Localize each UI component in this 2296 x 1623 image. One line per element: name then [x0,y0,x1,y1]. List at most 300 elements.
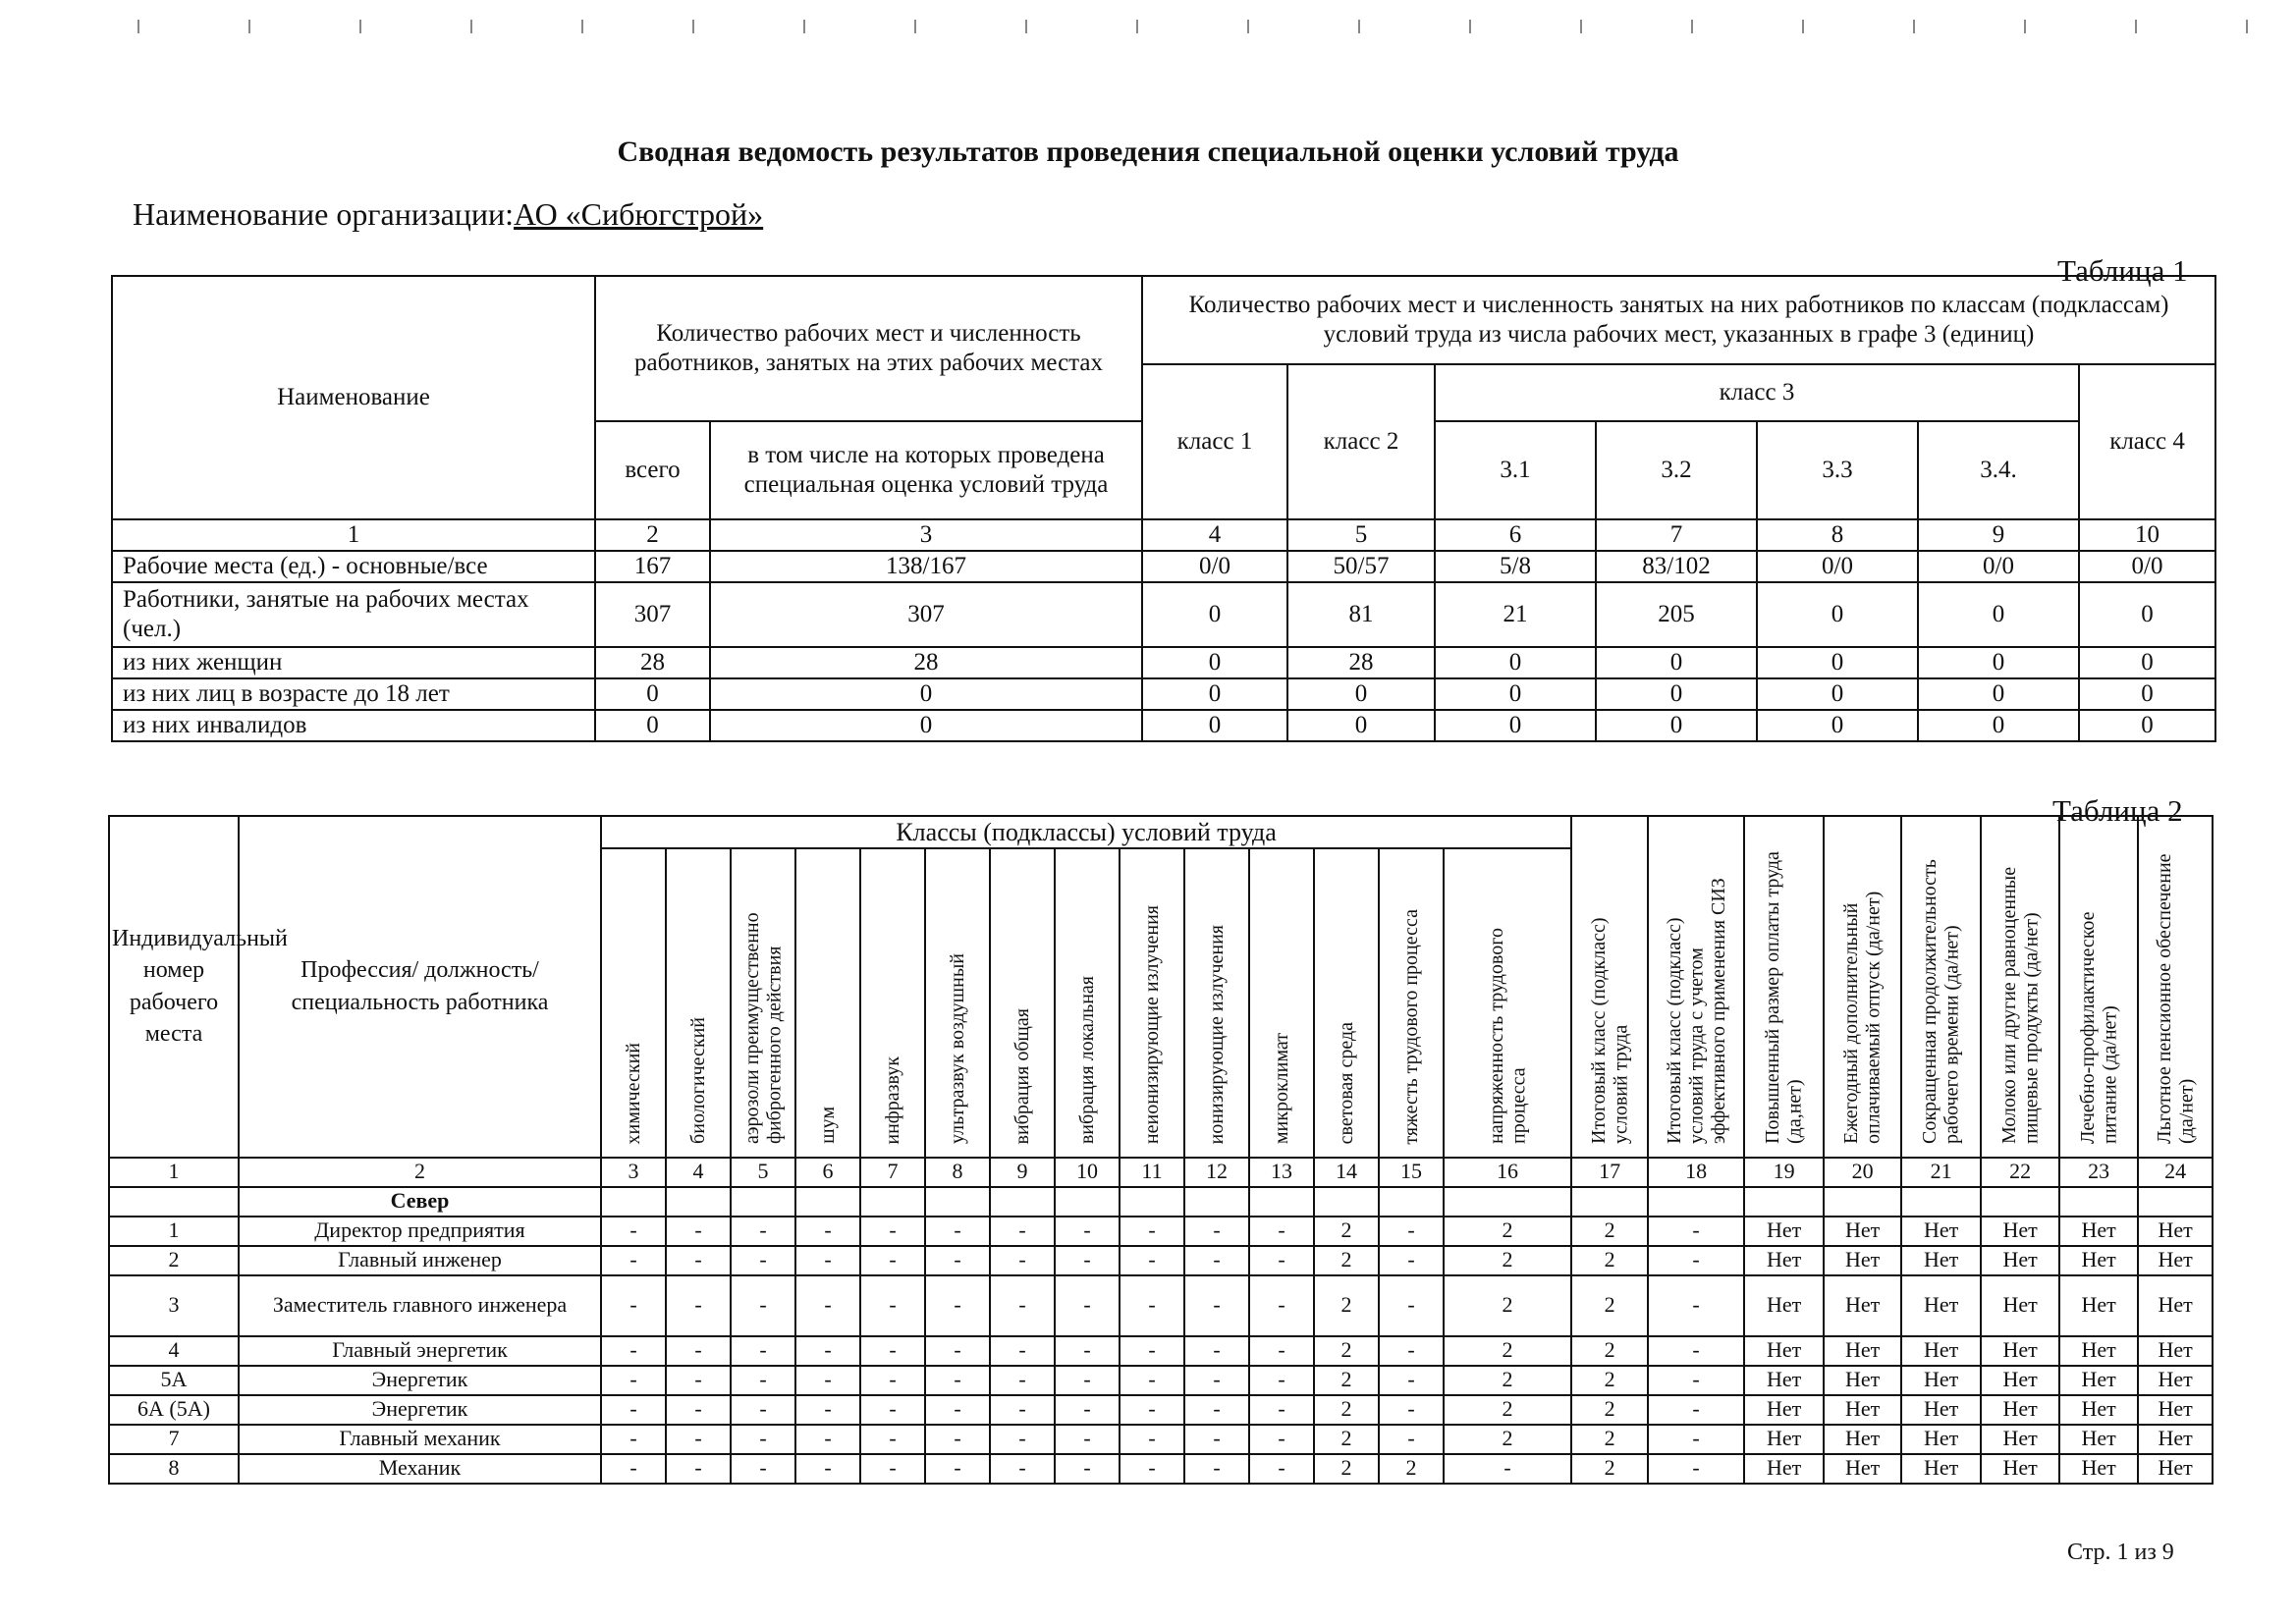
class-value: 2 [1314,1275,1379,1336]
class-value: Нет [1744,1425,1824,1454]
header-workplace-id: Индивидуальный номер рабочего места [109,816,239,1158]
class-value: - [731,1217,795,1246]
workplace-id: 4 [109,1336,239,1366]
class-value: Нет [1824,1336,1901,1366]
class-value: - [860,1425,925,1454]
class-value: - [925,1246,990,1275]
class-value: - [1184,1395,1249,1425]
class-value: Нет [1824,1275,1901,1336]
table-row [112,710,2215,741]
class-value: - [666,1395,731,1425]
scan-mark [692,20,694,33]
empty-cell [1120,1187,1184,1217]
class-value: - [1055,1336,1120,1366]
profession-name: Энергетик [239,1366,601,1395]
row-value: 205 [1596,582,1757,647]
column-number: 2 [239,1158,601,1187]
class-value: - [795,1454,860,1484]
row-value: 5/8 [1435,551,1596,582]
profession-name: Главный энергетик [239,1336,601,1366]
column-number: 24 [2138,1158,2213,1187]
workplace-id: 3 [109,1275,239,1336]
row-value: 0 [1918,710,2079,741]
class-value: - [860,1366,925,1395]
page-title: Сводная ведомость результатов проведения специальной оценки условий труда [617,135,1679,168]
row-value: 0 [1596,678,1757,710]
class-value: Нет [1981,1217,2059,1246]
table-row [112,678,2215,710]
empty-cell [1981,1187,2059,1217]
header-class4: класс 4 [2079,364,2215,519]
column-number: 16 [1444,1158,1571,1187]
row-value: 21 [1435,582,1596,647]
workplace-id: 5А [109,1366,239,1395]
class-value: - [601,1395,666,1425]
row-label: из них инвалидов [112,710,595,741]
row-value: 0 [595,678,710,710]
empty-cell [795,1187,860,1217]
class-value: - [601,1275,666,1336]
class-value: Нет [2059,1454,2138,1484]
class-value: Нет [2138,1275,2213,1336]
class-value: - [601,1246,666,1275]
class-value: 2 [1444,1395,1571,1425]
class-value: Нет [1824,1454,1901,1484]
class-value: - [1444,1454,1571,1484]
class-value: Нет [2059,1425,2138,1454]
class-value: 2 [1571,1454,1648,1484]
class-value: Нет [1824,1395,1901,1425]
table-row [109,1395,2213,1425]
header-factor: биологический [666,848,731,1157]
row-value: 167 [595,551,710,582]
class-value: - [1249,1425,1314,1454]
scan-mark [137,20,139,33]
class-value: - [601,1366,666,1395]
empty-cell [731,1187,795,1217]
class-value: - [795,1366,860,1395]
class-value: - [1249,1336,1314,1366]
row-value: 81 [1287,582,1435,647]
header-final-class: Итоговый класс (подкласс) условий труда [1571,816,1648,1158]
empty-cell [990,1187,1055,1217]
scan-mark [248,20,250,33]
class-value: - [731,1366,795,1395]
header-final-class-siz: Итоговый класс (подкласс) условий труда с учетом эффективного применения СИЗ [1648,816,1744,1158]
class-value: Нет [1901,1366,1981,1395]
table-row [109,1275,2213,1336]
scan-mark [1469,20,1471,33]
class-value: - [1379,1336,1444,1366]
header-factor: тяжесть трудового процесса [1379,848,1444,1157]
scan-mark [1580,20,1582,33]
class-value: - [1120,1454,1184,1484]
class-value: 2 [1444,1246,1571,1275]
class-value: 2 [1571,1246,1648,1275]
class-value: - [1648,1275,1744,1336]
column-number: 2 [595,519,710,551]
row-value: 0 [1142,582,1287,647]
class-value: 2 [1444,1425,1571,1454]
class-value: - [925,1275,990,1336]
row-value: 0 [1596,647,1757,678]
column-number: 10 [1055,1158,1120,1187]
header-increased-pay: Повышенный размер оплаты труда (да,нет) [1744,816,1824,1158]
column-number: 17 [1571,1158,1648,1187]
profession-name: Главный механик [239,1425,601,1454]
column-number: 19 [1744,1158,1824,1187]
row-value: 0 [1435,678,1596,710]
class-value: - [731,1275,795,1336]
row-value: 0 [1757,710,1918,741]
class-value: Нет [1744,1454,1824,1484]
class-value: - [925,1366,990,1395]
empty-cell [1249,1187,1314,1217]
row-value: 0 [1287,678,1435,710]
header-factor: инфразвук [860,848,925,1157]
header-class3: класс 3 [1435,364,2079,421]
class-value: 2 [1571,1366,1648,1395]
row-value: 0 [1142,678,1287,710]
header-profession: Профессия/ должность/ специальность работника [239,816,601,1158]
header-assessed: в том числе на которых проведена специальная оценка условий труда [710,421,1142,519]
class-value: 2 [1314,1395,1379,1425]
row-value: 307 [710,582,1142,647]
empty-cell [2138,1187,2213,1217]
class-value: - [666,1217,731,1246]
table2-caption: Таблица 2 [2052,793,2183,828]
table-row [112,551,2215,582]
class-value: 2 [1571,1395,1648,1425]
class-value: - [731,1425,795,1454]
class-value: Нет [1981,1454,2059,1484]
class-value: - [601,1336,666,1366]
summary-table [111,275,2216,742]
header-sub-3-3: 3.3 [1757,421,1918,519]
workplace-id: 7 [109,1425,239,1454]
class-value: - [1379,1246,1444,1275]
empty-cell [1379,1187,1444,1217]
class-value: Нет [1901,1336,1981,1366]
row-value: 28 [1287,647,1435,678]
header-factor: ионизирующие излучения [1184,848,1249,1157]
table-row [109,1366,2213,1395]
class-value: - [795,1246,860,1275]
column-number: 8 [1757,519,1918,551]
scan-mark [470,20,472,33]
class-value: - [925,1217,990,1246]
class-value: Нет [2059,1217,2138,1246]
class-value: - [1379,1217,1444,1246]
row-value: 50/57 [1287,551,1435,582]
row-value: 28 [595,647,710,678]
row-value: 0 [2079,678,2215,710]
profession-name: Главный инженер [239,1246,601,1275]
class-value: - [1055,1275,1120,1336]
row-value: 0 [1918,647,2079,678]
header-group-classes: Количество рабочих мест и численность занятых на них работников по классам (подклассам) условий труда из числа рабочих мест, указанных в графе 3 (единиц) [1142,276,2215,364]
class-value: - [795,1336,860,1366]
class-value: Нет [1744,1366,1824,1395]
class-value: - [666,1425,731,1454]
header-factor: напряженность трудового процесса [1444,848,1571,1157]
class-value: Нет [2138,1246,2213,1275]
empty-cell [1648,1187,1744,1217]
class-value: - [666,1246,731,1275]
class-value: - [1648,1395,1744,1425]
row-value: 0 [1757,678,1918,710]
class-value: - [666,1336,731,1366]
class-value: - [1249,1454,1314,1484]
class-value: - [860,1454,925,1484]
class-value: - [1184,1217,1249,1246]
class-value: Нет [1901,1454,1981,1484]
class-value: Нет [1824,1366,1901,1395]
class-value: 2 [1314,1425,1379,1454]
row-value: 138/167 [710,551,1142,582]
table1-caption: Таблица 1 [2057,253,2188,288]
class-value: Нет [2138,1336,2213,1366]
class-value: Нет [1744,1336,1824,1366]
class-value: - [731,1395,795,1425]
class-value: Нет [2059,1336,2138,1366]
class-value: - [1120,1217,1184,1246]
workplace-id: 8 [109,1454,239,1484]
workplaces-table [108,815,2214,1485]
column-number: 7 [1596,519,1757,551]
workplace-id: 6А (5А) [109,1395,239,1425]
scan-mark [2135,20,2137,33]
column-number: 1 [109,1158,239,1187]
column-number: 21 [1901,1158,1981,1187]
class-value: Нет [2138,1454,2213,1484]
class-value: 2 [1571,1275,1648,1336]
class-value: 2 [1314,1454,1379,1484]
class-value: - [731,1246,795,1275]
scan-mark [914,20,916,33]
column-number: 13 [1249,1158,1314,1187]
row-label: из них лиц в возрасте до 18 лет [112,678,595,710]
column-number: 22 [1981,1158,2059,1187]
class-value: Нет [2138,1217,2213,1246]
row-value: 0 [1142,647,1287,678]
row-value: 0 [595,710,710,741]
empty-cell [601,1187,666,1217]
class-value: - [1120,1246,1184,1275]
class-value: 2 [1571,1425,1648,1454]
scan-mark [581,20,583,33]
column-number: 6 [1435,519,1596,551]
empty-cell [1184,1187,1249,1217]
header-factor: ультразвук воздушный [925,848,990,1157]
class-value: Нет [1901,1275,1981,1336]
header-group-workplaces: Количество рабочих мест и численность работников, занятых на этих рабочих местах [595,276,1142,421]
class-value: Нет [2059,1395,2138,1425]
class-value: - [601,1454,666,1484]
scan-edge-marks [0,0,2296,39]
table-row [109,1425,2213,1454]
header-factor: химический [601,848,666,1157]
scan-mark [1247,20,1249,33]
row-value: 0 [1435,710,1596,741]
class-value: - [990,1395,1055,1425]
column-number: 1 [112,519,595,551]
empty-cell [1744,1187,1824,1217]
class-value: - [860,1395,925,1425]
workplace-id: 1 [109,1217,239,1246]
organization-line [133,196,763,233]
column-number: 15 [1379,1158,1444,1187]
row-value: 0 [1757,582,1918,647]
empty-cell [1444,1187,1571,1217]
class-value: 2 [1444,1336,1571,1366]
column-number: 8 [925,1158,990,1187]
class-value: - [601,1217,666,1246]
class-value: - [1379,1425,1444,1454]
class-value: Нет [1901,1395,1981,1425]
class-value: - [1249,1395,1314,1425]
table-row [112,582,2215,647]
empty-cell [1055,1187,1120,1217]
empty-cell [925,1187,990,1217]
class-value: - [1120,1425,1184,1454]
column-number: 18 [1648,1158,1744,1187]
class-value: - [795,1275,860,1336]
class-value: - [860,1275,925,1336]
class-value: Нет [2059,1275,2138,1336]
class-value: - [860,1336,925,1366]
column-number: 9 [1918,519,2079,551]
row-label: Работники, занятые на рабочих местах (чел.) [112,582,595,647]
scan-mark [803,20,805,33]
class-value: - [1055,1366,1120,1395]
column-number: 23 [2059,1158,2138,1187]
column-number: 9 [990,1158,1055,1187]
column-number: 14 [1314,1158,1379,1187]
class-value: - [1379,1395,1444,1425]
row-value: 28 [710,647,1142,678]
page-number: Стр. 1 из 9 [2067,1540,2174,1565]
class-value: Нет [1981,1366,2059,1395]
class-value: - [1120,1336,1184,1366]
column-number: 7 [860,1158,925,1187]
class-value: Нет [1981,1395,2059,1425]
header-total: всего [595,421,710,519]
row-value: 0 [1757,647,1918,678]
class-value: - [1184,1336,1249,1366]
class-value: - [795,1395,860,1425]
class-value: Нет [1744,1217,1824,1246]
class-value: - [1648,1454,1744,1484]
class-value: Нет [2138,1366,2213,1395]
scan-mark [2246,20,2248,33]
column-number: 4 [1142,519,1287,551]
class-value: Нет [1981,1425,2059,1454]
class-value: 2 [1444,1217,1571,1246]
row-value: 0 [1142,710,1287,741]
class-value: - [1120,1366,1184,1395]
header-class2: класс 2 [1287,364,1435,519]
table-row [109,1454,2213,1484]
row-value: 0 [1918,582,2079,647]
scan-mark [1691,20,1693,33]
empty-cell [860,1187,925,1217]
empty-cell [1314,1187,1379,1217]
class-value: - [1249,1366,1314,1395]
header-medical-nutrition: Лечебно-профилактическое питание (да/нет) [2059,816,2138,1158]
class-value: - [1055,1454,1120,1484]
table-row [109,1246,2213,1275]
class-value: Нет [2059,1366,2138,1395]
class-value: - [990,1425,1055,1454]
class-value: Нет [1744,1275,1824,1336]
empty-cell [666,1187,731,1217]
class-value: - [1249,1275,1314,1336]
class-value: 2 [1314,1366,1379,1395]
class-value: - [990,1217,1055,1246]
class-value: Нет [1744,1395,1824,1425]
class-value: - [731,1336,795,1366]
row-label: Рабочие места (ед.) - основные/все [112,551,595,582]
column-number: 5 [1287,519,1435,551]
organization-label: Наименование организации: [133,196,515,232]
row-label: из них женщин [112,647,595,678]
class-value: 2 [1444,1366,1571,1395]
class-value: - [860,1217,925,1246]
header-labor-classes: Классы (подклассы) условий труда [601,816,1571,848]
class-value: - [860,1246,925,1275]
header-pension: Льготное пенсионное обеспечение (да/нет) [2138,816,2213,1158]
class-value: - [925,1454,990,1484]
organization-name: АО «Сибюгстрой» [514,196,764,232]
row-value: 0/0 [1757,551,1918,582]
class-value: - [1648,1246,1744,1275]
class-value: 2 [1314,1246,1379,1275]
header-reduced-hours: Сокращенная продолжительность рабочего времени (да/нет) [1901,816,1981,1158]
class-value: - [1055,1246,1120,1275]
header-name: Наименование [112,276,595,519]
class-value: - [1055,1395,1120,1425]
class-value: 2 [1314,1217,1379,1246]
class-value: Нет [1901,1425,1981,1454]
scan-mark [1913,20,1915,33]
class-value: 2 [1571,1336,1648,1366]
class-value: - [1184,1425,1249,1454]
class-value: - [1249,1246,1314,1275]
class-value: Нет [2138,1425,2213,1454]
class-value: 2 [1444,1275,1571,1336]
class-value: - [1249,1217,1314,1246]
header-sub-3-2: 3.2 [1596,421,1757,519]
header-factor: микроклимат [1249,848,1314,1157]
class-value: Нет [1981,1246,2059,1275]
profession-name: Энергетик [239,1395,601,1425]
class-value: - [925,1425,990,1454]
row-value: 0 [2079,582,2215,647]
table-row [109,1217,2213,1246]
row-value: 0/0 [1918,551,2079,582]
row-value: 0 [1918,678,2079,710]
class-value: - [666,1454,731,1484]
class-value: - [1120,1395,1184,1425]
header-factor: вибрация локальная [1055,848,1120,1157]
class-value: - [990,1366,1055,1395]
scan-mark [1802,20,1804,33]
class-value: - [795,1217,860,1246]
scan-mark [1025,20,1027,33]
class-value: - [1648,1425,1744,1454]
header-factor: аэрозоли преимущественно фиброгенного действия [731,848,795,1157]
